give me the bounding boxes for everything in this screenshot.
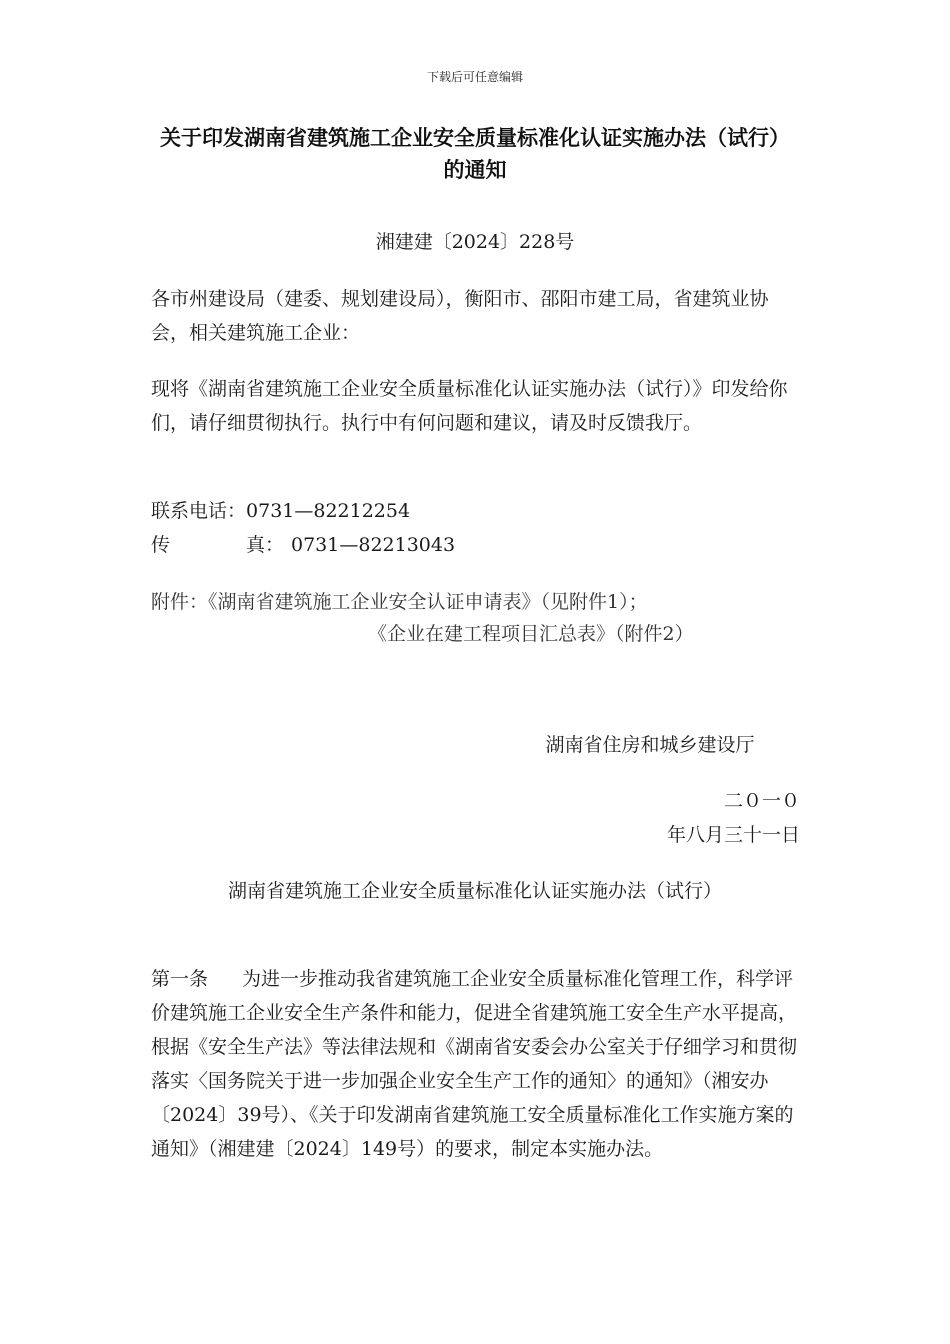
phone-value: 0731—82212254 [246,500,411,522]
contact-fax [151,528,801,562]
document-number: 湘建建〔2024〕228号 [375,231,575,253]
regulation-title: 湖南省建筑施工企业安全质量标准化认证实施办法（试行） [227,880,722,902]
article-1-label: 第一条 [151,968,209,990]
article-1 [151,962,801,1166]
phone-label: 联系电话： [151,500,247,522]
attachment-item-1: 《湖南省建筑施工企业安全认证申请表》（见附件1）； [208,591,648,613]
attachment-line-1 [151,585,801,619]
body-paragraph: 现将《湖南省建筑施工企业安全质量标准化认证实施办法（试行）》印发给你们，请仔细贯彻执行。执行中有何问题和建议，请及时反馈我厅。 [151,378,788,434]
document-title: 关于印发湖南省建筑施工企业安全质量标准化认证实施办法（试行）的通知 [160,126,790,182]
contact-phone [151,494,801,528]
signature-date-day: 年八月三十一日 [666,824,800,846]
signature-date-year: 二０一０ [723,790,800,812]
header-note: 下载后可任意编辑 [426,70,523,84]
fax-label: 传 真： [151,534,285,556]
addressee-paragraph: 各市州建设局（建委、规划建设局），衡阳市、邵阳市建工局，省建筑业协会，相关建筑施工企业： [151,288,769,344]
signature-organization: 湖南省住房和城乡建设厅 [545,734,755,756]
attachment-item-2: 《企业在建工程项目汇总表》（附件2） [368,623,694,645]
fax-value: 0731—82213043 [291,534,456,556]
article-1-text: 为进一步推动我省建筑施工企业安全质量标准化管理工作，科学评价建筑施工企业安全生产条件和能力，促进全省建筑施工安全生产水平提高，根据《安全生产法》等法律法规和《湖南省安委会办公室关于仔细学习和贯彻落实〈国务院关于进一步加强企业安全生产工作的通知〉的通知》（湘安办〔2024〕39号）、《关于印发湖南省建筑施工安全质量标准化工作实施方案的通知》（湘建建〔2024〕149号）的要求，制定本实施办法。 [151,968,798,1160]
attachment-label: 附件： [151,591,209,613]
